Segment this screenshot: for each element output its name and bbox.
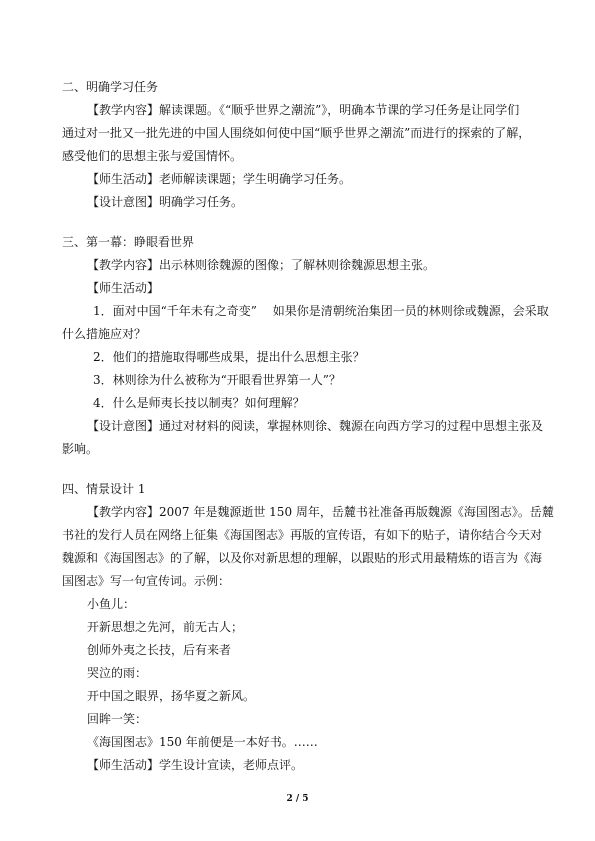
example-author: 小鱼儿： (87, 597, 136, 611)
paragraph-line: 书社的发行人员在网络上征集《海国图志》再版的宣传语，有如下的贴子，请你结合今天对 (62, 528, 543, 542)
section-heading-4: 四、情景设计 1 (62, 482, 146, 496)
section-heading-2: 二、明确学习任务 (62, 80, 159, 94)
list-item: 4．什么是师夷长技以制夷？如何理解？ (93, 396, 305, 410)
paragraph-line: 【设计意图】通过对材料的阅读，掌握林则徐、魏源在向西方学习的过程中思想主张及 (87, 419, 544, 433)
paragraph-line: 魏源和《海国图志》的了解，以及你对新思想的理解，以跟贴的形式用最精炼的语言为《海 (62, 551, 543, 565)
paragraph-line: 【教学内容】解读课题。《“顺乎世界之潮流”》，明确本节课的学习任务是让同学们 (87, 103, 520, 117)
paragraph-line: 【教学内容】出示林则徐魏源的图像；了解林则徐魏源思想主张。 (87, 258, 436, 272)
example-author: 哭泣的雨： (87, 666, 148, 680)
example-text: 《海国图志》150 年前便是一本好书。…… (87, 735, 318, 749)
paragraph-line: 【师生活动】学生设计宣读，老师点评。 (87, 758, 304, 772)
example-author: 回眸一笑： (87, 712, 148, 726)
example-text: 开中国之眼界，扬华夏之新风。 (87, 689, 256, 703)
list-item-continuation: 什么措施应对？ (62, 327, 147, 341)
list-item: 2．他们的措施取得哪些成果，提出什么思想主张？ (93, 350, 365, 364)
paragraph-line: 【师生活动】老师解读课题；学生明确学习任务。 (87, 172, 352, 186)
page-number: 2 / 5 (286, 794, 309, 804)
paragraph-line: 感受他们的思想主张与爱国情怀。 (62, 149, 243, 163)
list-item: 3．林则徐为什么被称为“开眼看世界第一人”？ (93, 373, 341, 387)
example-text: 开新思想之先河，前无古人； (87, 620, 244, 634)
paragraph-line: 【教学内容】2007 年是魏源逝世 150 周年，岳麓书社准备再版魏源《海国图志》。岳麓 (87, 505, 554, 519)
list-item: 1．面对中国“千年未有之奇变” 如果你是清朝统治集团一员的林则徐或魏源，会采取 (93, 304, 549, 318)
paragraph-line: 【师生活动】 (87, 281, 160, 295)
paragraph-line: 通过对一批又一批先进的中国人围绕如何使中国“顺乎世界之潮流”而进行的探索的了解， (62, 126, 531, 140)
section-heading-3: 三、第一幕：睁眼看世界 (62, 235, 195, 249)
paragraph-line: 影响。 (62, 442, 99, 456)
paragraph-line: 国图志》写一句宣传词。示例： (62, 574, 231, 588)
example-text: 创师外夷之长技，后有来者 (87, 643, 232, 657)
paragraph-line: 【设计意图】明确学习任务。 (87, 195, 244, 209)
